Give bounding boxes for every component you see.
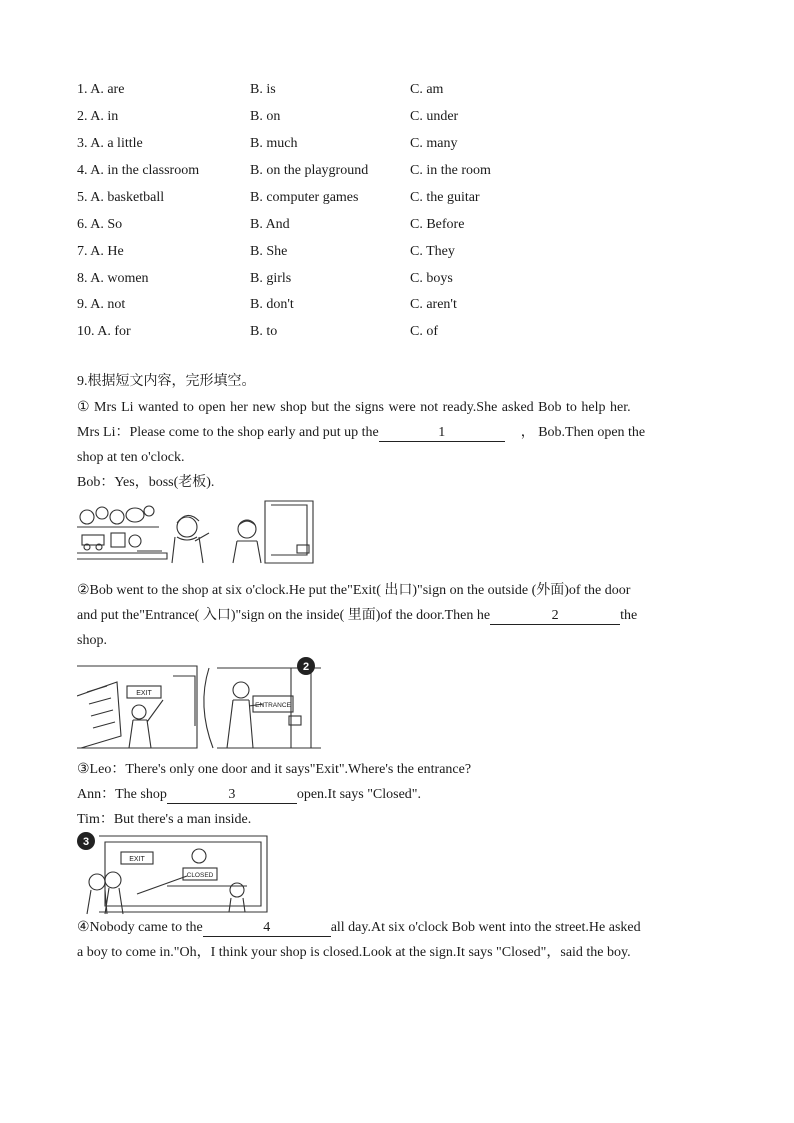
paragraph-2-line-2: and put the"Entrance( 入口)"sign on the inside( 里面)of the door.Then he 2 the — [77, 608, 638, 623]
option-c: C. Before — [410, 217, 465, 232]
illustration-toy-shop — [77, 497, 317, 565]
option-b: B. on the playground — [250, 163, 369, 178]
exit-sign: EXIT — [136, 690, 152, 697]
paragraph-2-line-1: ②Bob went to the shop at six o'clock.He put the"Exit( 出口)"sign on the outside (外面)of the door — [77, 583, 631, 598]
option-a: 10. A. for — [77, 324, 131, 339]
blank-3[interactable]: 3 — [167, 787, 297, 804]
blank-1[interactable]: 1 — [379, 425, 505, 442]
paragraph-3-line-3: Tim：But there's a man inside. — [77, 812, 252, 827]
exit-sign: EXIT — [129, 856, 145, 863]
option-b: B. don't — [250, 297, 294, 312]
entrance-sign: ENTRANCE — [255, 702, 291, 709]
option-c: C. under — [410, 109, 459, 124]
paragraph-4-line-2: a boy to come in."Oh，I think your shop is closed.Look at the sign.It says "Closed"，said the boy. — [77, 945, 631, 960]
option-c: C. in the room — [410, 163, 491, 178]
option-a: 5. A. basketball — [77, 190, 165, 205]
paragraph-1-line-2: Mrs Li：Please come to the shop early and put up the 1 ， Bob.Then open the — [77, 425, 646, 440]
option-c: C. They — [410, 244, 455, 259]
option-b: B. to — [250, 324, 278, 339]
option-a: 7. A. He — [77, 244, 124, 259]
badge-2: 2 — [302, 661, 310, 673]
option-c: C. boys — [410, 271, 453, 286]
paragraph-4-line-1: ④Nobody came to the 4 all day.At six o'clock Bob went into the street.He asked — [77, 920, 641, 935]
option-b: B. on — [250, 109, 281, 124]
option-c: C. aren't — [410, 297, 457, 312]
option-a: 4. A. in the classroom — [77, 163, 200, 178]
paragraph-1-line-3: shop at ten o'clock. — [77, 450, 185, 465]
option-c: C. many — [410, 136, 458, 151]
badge-3: 3 — [82, 836, 90, 848]
section-heading: 9.根据短文内容，完形填空。 — [77, 374, 256, 389]
paragraph-3-line-1: ③Leo：There's only one door and it says"Exit".Where's the entrance? — [77, 762, 472, 777]
option-c: C. the guitar — [410, 190, 480, 205]
option-b: B. She — [250, 244, 288, 259]
option-c: C. of — [410, 324, 438, 339]
blank-4[interactable]: 4 — [203, 920, 331, 937]
option-b: B. is — [250, 82, 276, 97]
option-a: 1. A. are — [77, 82, 125, 97]
option-a: 9. A. not — [77, 297, 126, 312]
option-b: B. girls — [250, 271, 292, 286]
option-a: 2. A. in — [77, 109, 119, 124]
paragraph-1-line-4: Bob：Yes，boss(老板). — [77, 475, 215, 490]
option-b: B. And — [250, 217, 290, 232]
paragraph-1-line-1: ① Mrs Li wanted to open her new shop but the signs were not ready.She asked Bob to help her. — [77, 400, 631, 415]
paragraph-3-line-2: Ann：The shop 3 open.It says "Closed". — [77, 787, 422, 802]
option-a: 3. A. a little — [77, 136, 143, 151]
option-c: C. am — [410, 82, 444, 97]
illustration-closed-shop — [77, 832, 269, 916]
blank-2[interactable]: 2 — [490, 608, 620, 625]
option-b: B. computer games — [250, 190, 359, 205]
option-a: 6. A. So — [77, 217, 123, 232]
paragraph-2-line-3: shop. — [77, 633, 107, 648]
illustration-bob-signs — [77, 656, 321, 752]
option-a: 8. A. women — [77, 271, 149, 286]
option-b: B. much — [250, 136, 298, 151]
closed-sign: CLOSED — [186, 872, 214, 879]
